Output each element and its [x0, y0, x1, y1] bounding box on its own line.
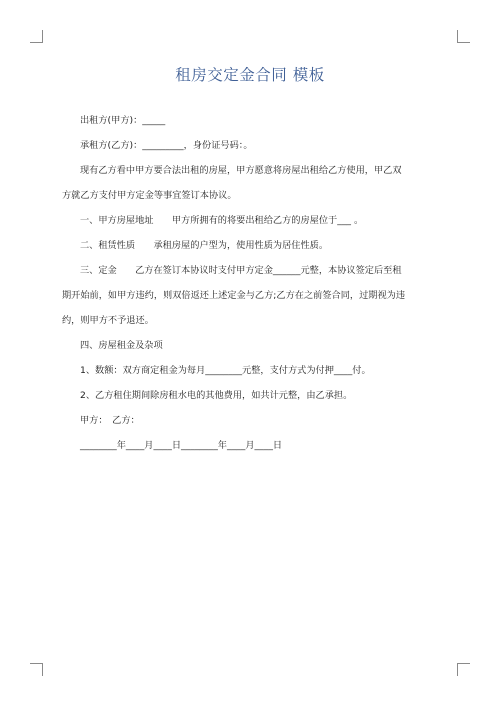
rent-item-2: 2、乙方租住期间除房租水电的其他费用，如共计元整，由乙承担。	[80, 390, 353, 401]
clause-deposit-line-2: 期开始前，如甲方违约，则双倍返还上述定金与乙方;乙方在之前签合同，过期视为违	[62, 290, 406, 301]
intro-line-2: 方就乙方支付甲方定金等事宜签订本协议。	[62, 190, 237, 201]
lessor-line: 出租方(甲方)：_____	[80, 115, 166, 126]
crop-mark-bottom-right	[457, 663, 470, 676]
clause-rent-heading: 四、房屋租金及杂项	[80, 340, 163, 351]
lessee-line: 承租方(乙方)：_________，身份证号码：。	[80, 140, 253, 151]
document-body	[62, 108, 438, 458]
clause-lease-nature: 二、租赁性质 承租房屋的户型为，使用性质为居住性质。	[80, 240, 329, 251]
crop-mark-top-right	[457, 30, 470, 43]
intro-line-1: 现有乙方看中甲方要合法出租的房屋，甲方愿意将房屋出租给乙方使用，甲乙双	[80, 165, 402, 176]
clause-address: 一、甲方房屋地址 甲方所拥有的将要出租给乙方的房屋位于___ 。	[80, 215, 364, 226]
document-title: 租房交定金合同 模板	[175, 66, 325, 84]
signature-parties: 甲方： 乙方：	[80, 415, 140, 426]
clause-deposit-line-3: 约，则甲方不予退还。	[62, 315, 154, 326]
crop-mark-bottom-left	[30, 663, 43, 676]
clause-deposit-line-1: 三、定金 乙方在签订本协议时支付甲方定金______元整，本协议签定后至租	[80, 265, 402, 276]
rent-item-1: 1、数额：双方商定租金为每月________元整，支付方式为付押____付。	[80, 365, 371, 376]
signature-dates: ________年____月____日________年____月____日	[80, 440, 283, 451]
crop-mark-top-left	[30, 30, 43, 43]
